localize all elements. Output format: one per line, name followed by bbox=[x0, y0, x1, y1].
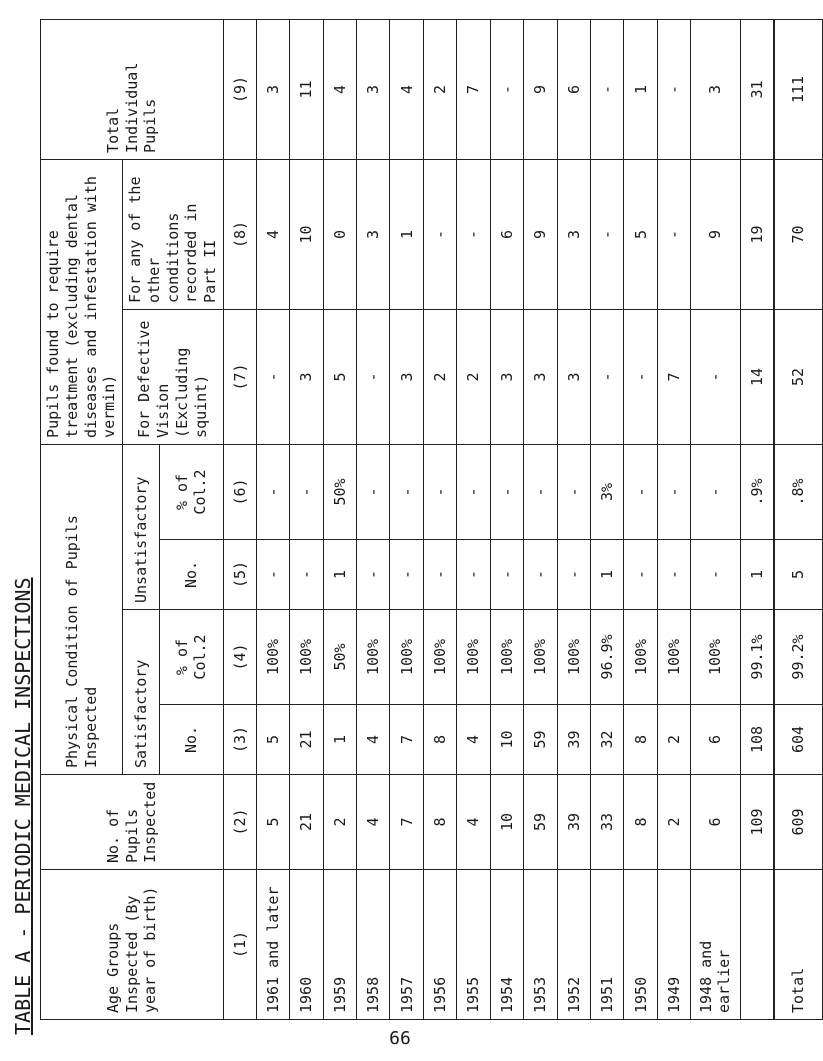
header-unsat-no: No. bbox=[159, 540, 223, 610]
table-cell: - bbox=[524, 540, 557, 610]
table-cell: - bbox=[590, 19, 623, 159]
table-cell: 5 bbox=[256, 775, 289, 870]
subtotal-row bbox=[740, 19, 774, 1019]
row-label: 1961 and later bbox=[256, 870, 289, 1020]
table-cell: 50% bbox=[323, 610, 356, 705]
column-number: (6) bbox=[223, 444, 256, 539]
table-cell: - bbox=[691, 540, 740, 610]
table-cell: 100% bbox=[457, 610, 490, 705]
table-cell: - bbox=[357, 444, 390, 539]
header-satisfactory: Satisfactory bbox=[123, 610, 160, 775]
row-label bbox=[740, 870, 774, 1020]
table-row bbox=[524, 19, 557, 1019]
table-body bbox=[256, 19, 822, 1019]
table-container bbox=[40, 20, 808, 1020]
table-cell: 3 bbox=[557, 159, 590, 309]
table-cell: 100% bbox=[557, 610, 590, 705]
table-row bbox=[290, 19, 323, 1019]
column-number: (8) bbox=[223, 159, 256, 309]
table-cell: 5 bbox=[774, 540, 822, 610]
table-row bbox=[357, 19, 390, 1019]
page-title: TABLE A - PERIODIC MEDICAL INSPECTIONS bbox=[11, 577, 35, 1035]
table-row bbox=[624, 19, 657, 1019]
table-cell: .8% bbox=[774, 444, 822, 539]
table-cell: 4 bbox=[357, 705, 390, 775]
table-cell: 7 bbox=[390, 705, 423, 775]
page-number: 66 bbox=[389, 1028, 411, 1049]
table-cell: 3 bbox=[390, 309, 423, 444]
table-row bbox=[657, 19, 690, 1019]
table-cell: 99.2% bbox=[774, 610, 822, 705]
column-number-row bbox=[223, 19, 256, 1019]
table-cell: 7 bbox=[657, 309, 690, 444]
table-cell: 109 bbox=[740, 775, 774, 870]
table-cell: 3 bbox=[256, 19, 289, 159]
row-label: 1951 bbox=[590, 870, 623, 1020]
table-cell: 10 bbox=[490, 705, 523, 775]
table-cell: - bbox=[657, 159, 690, 309]
row-label: 1957 bbox=[390, 870, 423, 1020]
table-cell: 59 bbox=[524, 705, 557, 775]
table-cell: 4 bbox=[390, 19, 423, 159]
row-label: 1952 bbox=[557, 870, 590, 1020]
table-cell: 21 bbox=[290, 775, 323, 870]
table-cell: 0 bbox=[323, 159, 356, 309]
table-cell: - bbox=[590, 159, 623, 309]
table-cell: 100% bbox=[624, 610, 657, 705]
table-cell: - bbox=[357, 540, 390, 610]
table-cell: 100% bbox=[357, 610, 390, 705]
table-cell: 3 bbox=[357, 19, 390, 159]
table-cell: - bbox=[290, 540, 323, 610]
row-label: 1959 bbox=[323, 870, 356, 1020]
table-cell: - bbox=[256, 309, 289, 444]
table-cell: - bbox=[624, 309, 657, 444]
table-cell: - bbox=[490, 444, 523, 539]
table-row bbox=[457, 19, 490, 1019]
table-cell: 100% bbox=[256, 610, 289, 705]
column-number: (2) bbox=[223, 775, 256, 870]
table-cell: 609 bbox=[774, 775, 822, 870]
row-label: 1956 bbox=[423, 870, 456, 1020]
table-cell: 3 bbox=[557, 309, 590, 444]
table-cell: 1 bbox=[323, 540, 356, 610]
table-cell: 2 bbox=[323, 775, 356, 870]
table-cell: 31 bbox=[740, 19, 774, 159]
table-cell: 10 bbox=[490, 775, 523, 870]
header-defective-vision: For Defective Vision (Excluding squint) bbox=[123, 309, 224, 444]
table-cell: 7 bbox=[457, 19, 490, 159]
table-row bbox=[490, 19, 523, 1019]
table-cell: - bbox=[256, 540, 289, 610]
column-number: (7) bbox=[223, 309, 256, 444]
table-cell: - bbox=[657, 19, 690, 159]
inspection-table bbox=[40, 19, 823, 1020]
table-cell: 100% bbox=[691, 610, 740, 705]
table-cell: 11 bbox=[290, 19, 323, 159]
table-cell: - bbox=[423, 444, 456, 539]
table-cell: 3 bbox=[691, 19, 740, 159]
header-unsat-pct: % of Col.2 bbox=[159, 444, 223, 539]
total-row bbox=[774, 19, 822, 1019]
table-cell: 1 bbox=[390, 159, 423, 309]
table-cell: 4 bbox=[457, 705, 490, 775]
table-cell: - bbox=[557, 540, 590, 610]
table-cell: .9% bbox=[740, 444, 774, 539]
table-cell: 6 bbox=[691, 775, 740, 870]
table-cell: 39 bbox=[557, 705, 590, 775]
table-cell: 100% bbox=[390, 610, 423, 705]
table-cell: 6 bbox=[490, 159, 523, 309]
table-row bbox=[323, 19, 356, 1019]
table-cell: 39 bbox=[557, 775, 590, 870]
table-cell: 100% bbox=[524, 610, 557, 705]
table-cell: 2 bbox=[657, 705, 690, 775]
table-cell: 7 bbox=[390, 775, 423, 870]
table-cell: - bbox=[691, 309, 740, 444]
table-cell: - bbox=[657, 444, 690, 539]
table-cell: 4 bbox=[457, 775, 490, 870]
table-cell: 32 bbox=[590, 705, 623, 775]
table-cell: 9 bbox=[524, 19, 557, 159]
table-cell: 111 bbox=[774, 19, 822, 159]
table-cell: - bbox=[490, 540, 523, 610]
table-cell: - bbox=[423, 159, 456, 309]
table-cell: 604 bbox=[774, 705, 822, 775]
table-cell: 5 bbox=[256, 705, 289, 775]
row-label: 1953 bbox=[524, 870, 557, 1020]
table-cell: 1 bbox=[323, 705, 356, 775]
table-cell: 2 bbox=[457, 309, 490, 444]
table-cell: 9 bbox=[691, 159, 740, 309]
page-title-container bbox=[10, 355, 36, 1035]
column-number: (5) bbox=[223, 540, 256, 610]
row-label: 1950 bbox=[624, 870, 657, 1020]
table-cell: - bbox=[624, 540, 657, 610]
row-label: 1954 bbox=[490, 870, 523, 1020]
header-sat-pct: % of Col.2 bbox=[159, 610, 223, 705]
table-cell: 19 bbox=[740, 159, 774, 309]
table-cell: 4 bbox=[256, 159, 289, 309]
table-cell: 8 bbox=[624, 705, 657, 775]
table-cell: 8 bbox=[423, 705, 456, 775]
header-unsatisfactory: Unsatisfactory bbox=[123, 444, 160, 609]
table-row bbox=[423, 19, 456, 1019]
table-cell: - bbox=[457, 444, 490, 539]
row-label: 1948 and earlier bbox=[691, 870, 740, 1020]
table-cell: 3% bbox=[590, 444, 623, 539]
table-row bbox=[390, 19, 423, 1019]
table-cell: 6 bbox=[691, 705, 740, 775]
table-cell: - bbox=[490, 19, 523, 159]
table-cell: - bbox=[524, 444, 557, 539]
row-label: 1949 bbox=[657, 870, 690, 1020]
header-other-conditions: For any of the other conditions recorded in Part II bbox=[123, 159, 224, 309]
row-label: Total bbox=[774, 870, 822, 1020]
column-number: (3) bbox=[223, 705, 256, 775]
column-number: (1) bbox=[223, 870, 256, 1020]
table-cell: 96.9% bbox=[590, 610, 623, 705]
table-cell: - bbox=[290, 444, 323, 539]
table-cell: 8 bbox=[624, 775, 657, 870]
table-cell: 2 bbox=[657, 775, 690, 870]
row-label: 1958 bbox=[357, 870, 390, 1020]
table-cell: - bbox=[256, 444, 289, 539]
table-cell: 2 bbox=[423, 309, 456, 444]
table-cell: 59 bbox=[524, 775, 557, 870]
table-row bbox=[256, 19, 289, 1019]
table-cell: 1 bbox=[740, 540, 774, 610]
row-label: 1960 bbox=[290, 870, 323, 1020]
table-cell: 6 bbox=[557, 19, 590, 159]
table-cell: - bbox=[557, 444, 590, 539]
table-row bbox=[691, 19, 740, 1019]
table-cell: 5 bbox=[323, 309, 356, 444]
table-cell: 108 bbox=[740, 705, 774, 775]
table-cell: - bbox=[691, 444, 740, 539]
table-cell: - bbox=[657, 540, 690, 610]
column-number: (9) bbox=[223, 19, 256, 159]
table-cell: 3 bbox=[524, 309, 557, 444]
table-cell: 8 bbox=[423, 775, 456, 870]
header-pupils-found: Pupils found to require treatment (excluding dental diseases and infestation with vermin) bbox=[41, 159, 123, 444]
table-cell: - bbox=[390, 444, 423, 539]
row-label: 1955 bbox=[457, 870, 490, 1020]
table-cell: 3 bbox=[490, 309, 523, 444]
table-cell: 3 bbox=[357, 159, 390, 309]
table-cell: 100% bbox=[657, 610, 690, 705]
table-cell: - bbox=[590, 309, 623, 444]
table-cell: - bbox=[457, 159, 490, 309]
table-cell: 100% bbox=[423, 610, 456, 705]
table-cell: - bbox=[357, 309, 390, 444]
table-cell: 5 bbox=[624, 159, 657, 309]
table-cell: 10 bbox=[290, 159, 323, 309]
table-cell: 1 bbox=[590, 540, 623, 610]
table-cell: - bbox=[624, 444, 657, 539]
header-total-individual: Total Individual Pupils bbox=[41, 19, 224, 159]
table-cell: 3 bbox=[290, 309, 323, 444]
table-cell: 21 bbox=[290, 705, 323, 775]
table-cell: 9 bbox=[524, 159, 557, 309]
header-physical-condition: Physical Condition of Pupils Inspected bbox=[41, 444, 123, 774]
table-cell: 14 bbox=[740, 309, 774, 444]
table-cell: 33 bbox=[590, 775, 623, 870]
header-sat-no: No. bbox=[159, 705, 223, 775]
table-cell: 100% bbox=[490, 610, 523, 705]
table-cell: 100% bbox=[290, 610, 323, 705]
table-cell: 1 bbox=[624, 19, 657, 159]
header-no-pupils: No. of Pupils Inspected bbox=[41, 775, 224, 870]
table-cell: 4 bbox=[323, 19, 356, 159]
table-cell: 99.1% bbox=[740, 610, 774, 705]
table-cell: - bbox=[457, 540, 490, 610]
column-number: (4) bbox=[223, 610, 256, 705]
table-cell: 70 bbox=[774, 159, 822, 309]
table-cell: 2 bbox=[423, 19, 456, 159]
table-row bbox=[557, 19, 590, 1019]
table-cell: 50% bbox=[323, 444, 356, 539]
table-row bbox=[590, 19, 623, 1019]
table-cell: - bbox=[390, 540, 423, 610]
table-cell: 4 bbox=[357, 775, 390, 870]
table-cell: 52 bbox=[774, 309, 822, 444]
header-age-groups: Age Groups Inspected (By year of birth) bbox=[41, 870, 224, 1020]
table-cell: - bbox=[423, 540, 456, 610]
